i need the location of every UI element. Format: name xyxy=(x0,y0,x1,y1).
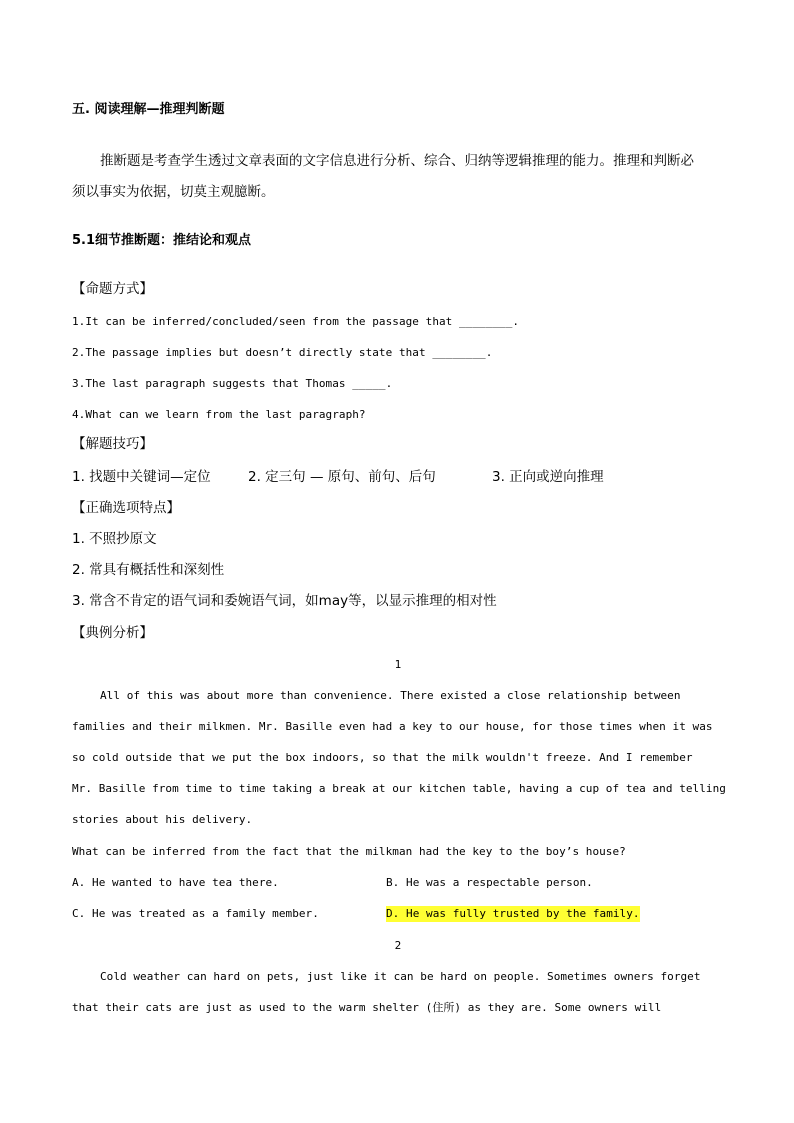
option-b: B. He was a respectable person. xyxy=(386,876,593,889)
technique-3: 3. 正向或逆向推理 xyxy=(492,469,604,485)
question-form-1: 1.It can be inferred/concluded/seen from the passage that ________. xyxy=(72,315,520,328)
intro-line-2: 须以事实为依据，切莫主观臆断。 xyxy=(72,184,275,200)
correct-feature-3: 3. 常含不肯定的语气词和委婉语气词，如may等，以显示推理的相对性 xyxy=(72,593,497,609)
example-2-line-1: Cold weather can hard on pets, just like it can be hard on people. Sometimes owners forget xyxy=(100,970,701,983)
techniques-heading: 【解题技巧】 xyxy=(72,436,153,452)
option-a: A. He wanted to have tea there. xyxy=(72,876,279,889)
example-1-line-2: families and their milkmen. Mr. Basille even had a key to our house, for those times when it was xyxy=(72,720,713,733)
examples-heading: 【典例分析】 xyxy=(72,625,153,641)
example-1-question: What can be inferred from the fact that the milkman had the key to the boy’s house? xyxy=(72,845,626,858)
correct-feature-1: 1. 不照抄原文 xyxy=(72,531,157,547)
subsection-title: 5.1细节推断题：推结论和观点 xyxy=(72,233,252,248)
option-c: C. He was treated as a family member. xyxy=(72,907,319,920)
example-2-number: 2 xyxy=(394,939,402,952)
technique-2: 2. 定三句 — 原句、前句、后句 xyxy=(248,469,436,485)
example-1-line-5: stories about his delivery. xyxy=(72,813,253,826)
example-1-line-1: All of this was about more than convenience. There existed a close relationship between xyxy=(100,689,681,702)
question-form-4: 4.What can we learn from the last paragraph? xyxy=(72,408,366,421)
example-1-number: 1 xyxy=(394,658,402,671)
intro-line-1: 推断题是考查学生透过文章表面的文字信息进行分析、综合、归纳等逻辑推理的能力。推理和判断必 xyxy=(100,153,694,169)
question-form-3: 3.The last paragraph suggests that Thomas _____. xyxy=(72,377,393,390)
correct-feature-2: 2. 常具有概括性和深刻性 xyxy=(72,562,225,578)
technique-1: 1. 找题中关键词—定位 xyxy=(72,469,211,485)
section-title: 五. 阅读理解—推理判断题 xyxy=(72,102,225,117)
correct-features-heading: 【正确选项特点】 xyxy=(72,500,180,516)
question-form-2: 2.The passage implies but doesn’t directly state that ________. xyxy=(72,346,493,359)
document-page xyxy=(72,0,724,1123)
option-d-highlighted: D. He was fully trusted by the family. xyxy=(386,907,640,920)
example-2-line-2: that their cats are just as used to the warm shelter (住所) as they are. Some owners will xyxy=(72,1001,662,1014)
question-forms-heading: 【命题方式】 xyxy=(72,281,153,297)
example-1-line-3: so cold outside that we put the box indoors, so that the milk wouldn't freeze. And I remember xyxy=(72,751,693,764)
example-1-line-4: Mr. Basille from time to time taking a break at our kitchen table, having a cup of tea and telling xyxy=(72,782,726,795)
